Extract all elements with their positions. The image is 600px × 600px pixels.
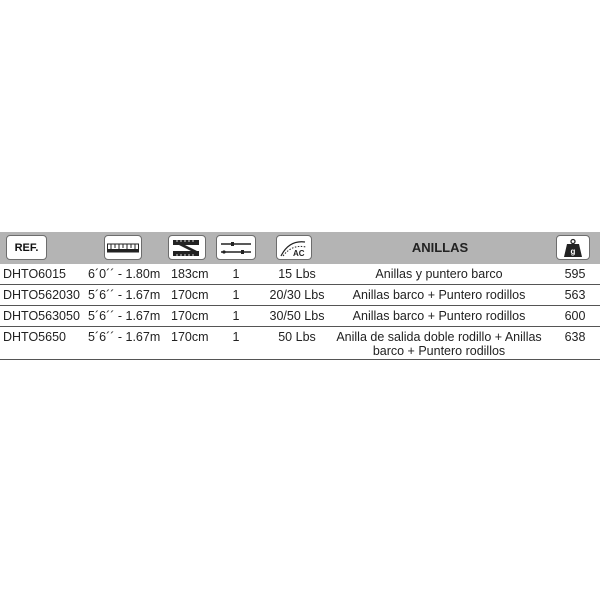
- cm-cell: 170cm: [171, 288, 209, 302]
- sections-cell: 1: [232, 288, 240, 302]
- weight-cell: 563: [564, 288, 586, 302]
- ref-cell: DHTO5650: [3, 330, 66, 344]
- action-ac-icon: [276, 235, 312, 260]
- action-cell: 50 Lbs: [278, 330, 316, 344]
- ref-label: REF.: [14, 241, 39, 254]
- table-row: [0, 285, 600, 306]
- length-cell: 6´0´´ - 1.80m: [88, 267, 161, 281]
- table-row: [0, 327, 600, 360]
- action-cell: 15 Lbs: [278, 267, 316, 281]
- length-cell: 5´6´´ - 1.67m: [88, 330, 161, 344]
- weight-cell: 595: [564, 267, 586, 281]
- anillas-header: ANILLAS: [411, 240, 469, 255]
- action-cell: 30/50 Lbs: [269, 309, 325, 323]
- sections-cell: 1: [232, 309, 240, 323]
- cm-cell: 183cm: [171, 267, 209, 281]
- cm-cell: 170cm: [171, 330, 209, 344]
- table-header: [0, 232, 600, 264]
- table-row: [0, 264, 600, 285]
- ref-cell: DHTO6015: [3, 267, 66, 281]
- sections-icon: [216, 235, 256, 260]
- svg-text:AC: AC: [293, 248, 305, 258]
- spec-table: [0, 232, 600, 360]
- weight-icon: [556, 235, 590, 260]
- ruler-icon: [104, 235, 142, 260]
- weight-cell: 600: [564, 309, 586, 323]
- length-cell: 5´6´´ - 1.67m: [88, 309, 161, 323]
- table-row: [0, 306, 600, 327]
- svg-text:g: g: [570, 246, 576, 256]
- ref-cell: DHTO562030: [3, 288, 80, 302]
- rings-cell: Anillas barco + Puntero rodillos: [352, 309, 526, 323]
- ref-header: [6, 235, 47, 260]
- sections-cell: 1: [232, 267, 240, 281]
- rings-cell: Anilla de salida doble rodillo + Anillas barco + Puntero rodillos: [336, 330, 542, 358]
- rings-cell: Anillas barco + Puntero rodillos: [352, 288, 526, 302]
- ref-cell: DHTO563050: [3, 309, 80, 323]
- rings-cell: Anillas y puntero barco: [375, 267, 503, 281]
- action-cell: 20/30 Lbs: [269, 288, 325, 302]
- cm-cell: 170cm: [171, 309, 209, 323]
- weight-cell: 638: [564, 330, 586, 344]
- length-cell: 5´6´´ - 1.67m: [88, 288, 161, 302]
- table-body: [0, 264, 600, 360]
- folded-ruler-icon: [168, 235, 206, 260]
- sections-cell: 1: [232, 330, 240, 344]
